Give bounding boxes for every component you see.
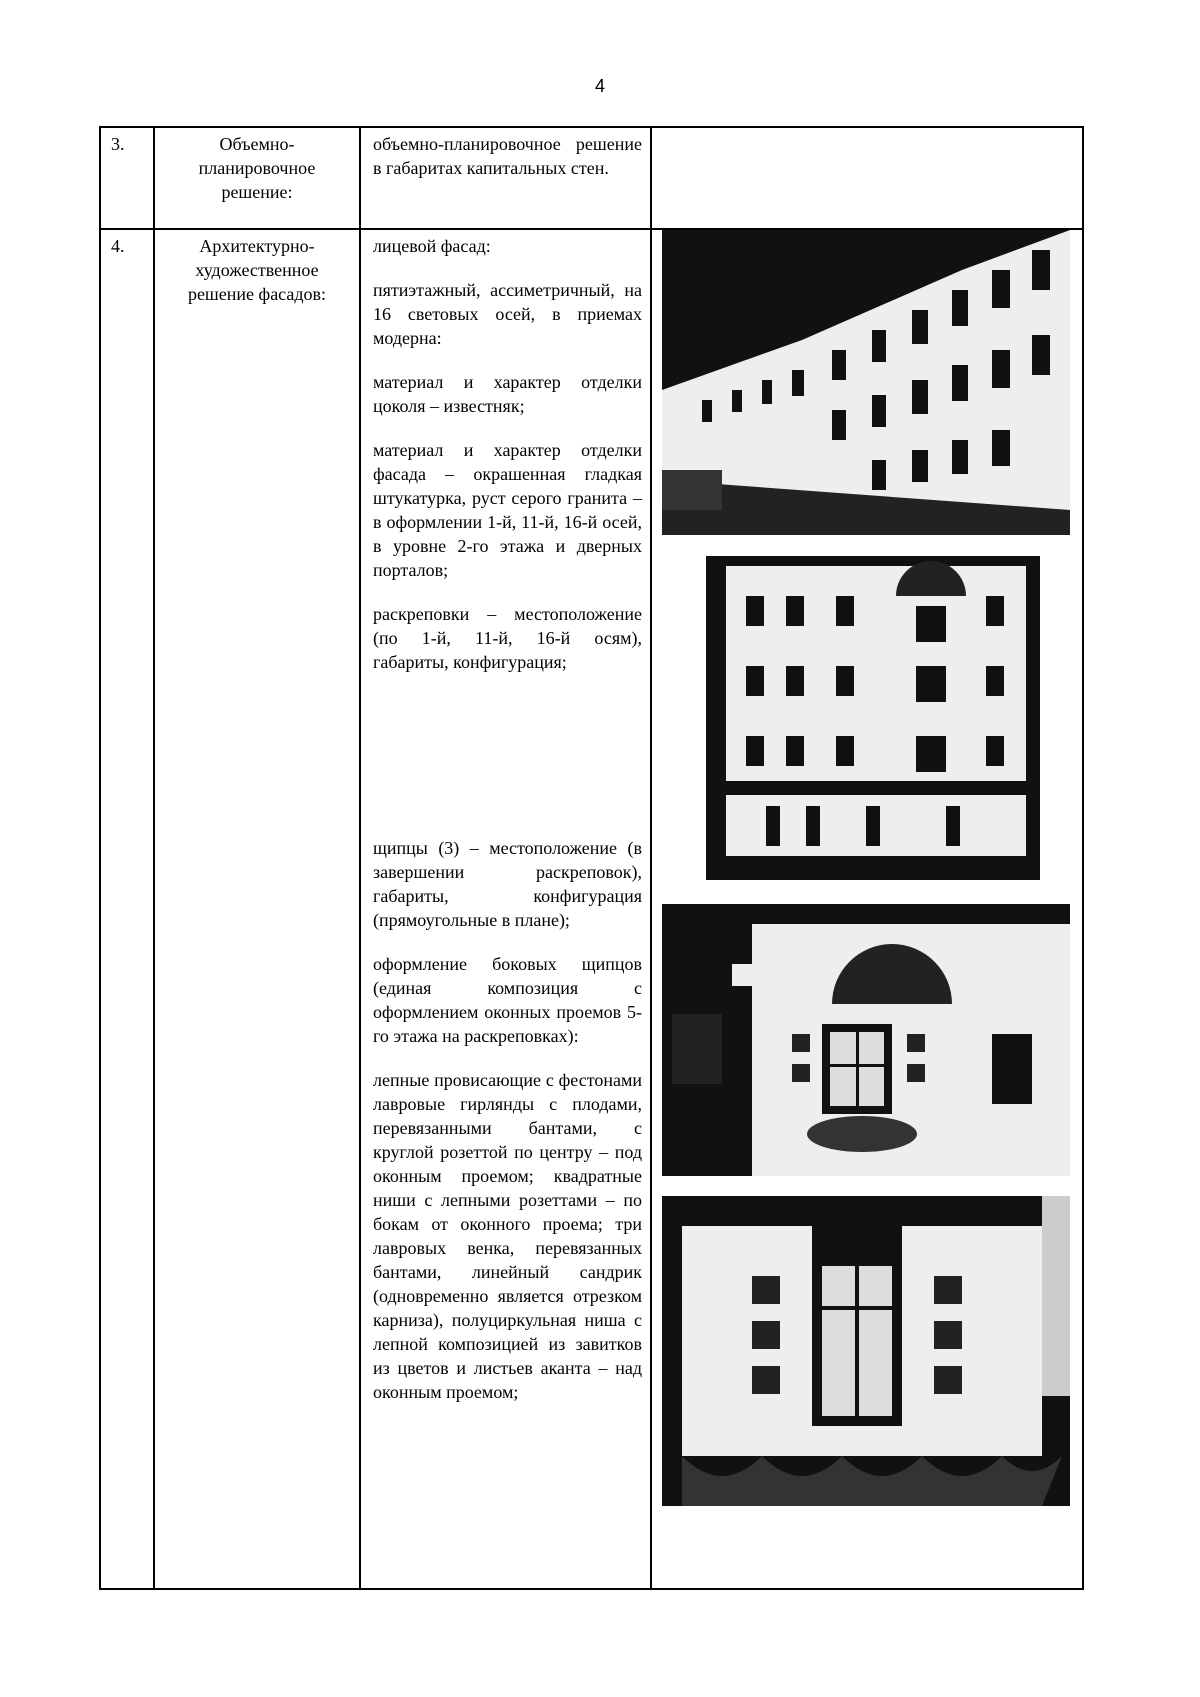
page-number: 4 [594,76,605,96]
description-paragraph: материал и характер отделки цоколя – известняк; [373,372,642,416]
row-photo-cell [651,229,1083,1589]
window-ornament-photo [662,1196,1070,1506]
description-paragraph: объемно-планировочное решение в габаритах капитальных стен. [373,134,642,178]
description-paragraph: щипцы (3) – местоположение (в завершении раскреповок), габариты, конфигурация (прямоугольные в плане); [373,838,642,930]
description-paragraph: материал и характер отделки фасада – окрашенная гладкая штукатурка, руст серого гранита – в оформлении 1-й, 11-й, 16-й осей, в уровне 2-го этажа и дверных порталов; [373,440,642,580]
table-row [100,229,1083,1589]
description-paragraph: раскреповки – местоположение (по 1-й, 11-й, 16-й осям), габариты, конфигурация; [373,604,642,672]
table-row [100,127,1083,229]
row-title: Объемно-планировочное решение: [154,127,360,229]
row-number: 3. [100,127,154,229]
row-photo-cell [651,127,1083,229]
facade-photo-2 [706,556,1040,880]
document-table [99,126,1084,1590]
description-paragraph: лицевой фасад: [373,236,491,256]
row-number: 4. [100,229,154,1589]
description-paragraph: пятиэтажный, ассиметричный, на 16 световых осей, в приемах модерна: [373,280,642,348]
row-description [360,127,651,229]
row-description [360,229,651,1589]
description-paragraph: оформление боковых щипцов (единая композиция с оформлением оконных проемов 5-го этажа на раскреповках): [373,954,642,1046]
gable-detail-photo [662,904,1070,1176]
facade-photo-1 [662,230,1070,535]
row-title: Архитектурно-художественное решение фасадов: [154,229,360,1589]
description-paragraph: лепные провисающие с фестонами лавровые гирлянды с плодами, перевязанными бантами, с круглой розеттой по центру – под оконным проемом; квадратные ниши с лепными розеттами – по бокам от оконного проема; три лавровых венка, перевязанных бантами, линейный сандрик (одновременно является отрезком карниза), полуциркульная ниша с лепной композицией из завитков из цветов и листьев аканта – над оконным проемом; [373,1070,642,1402]
